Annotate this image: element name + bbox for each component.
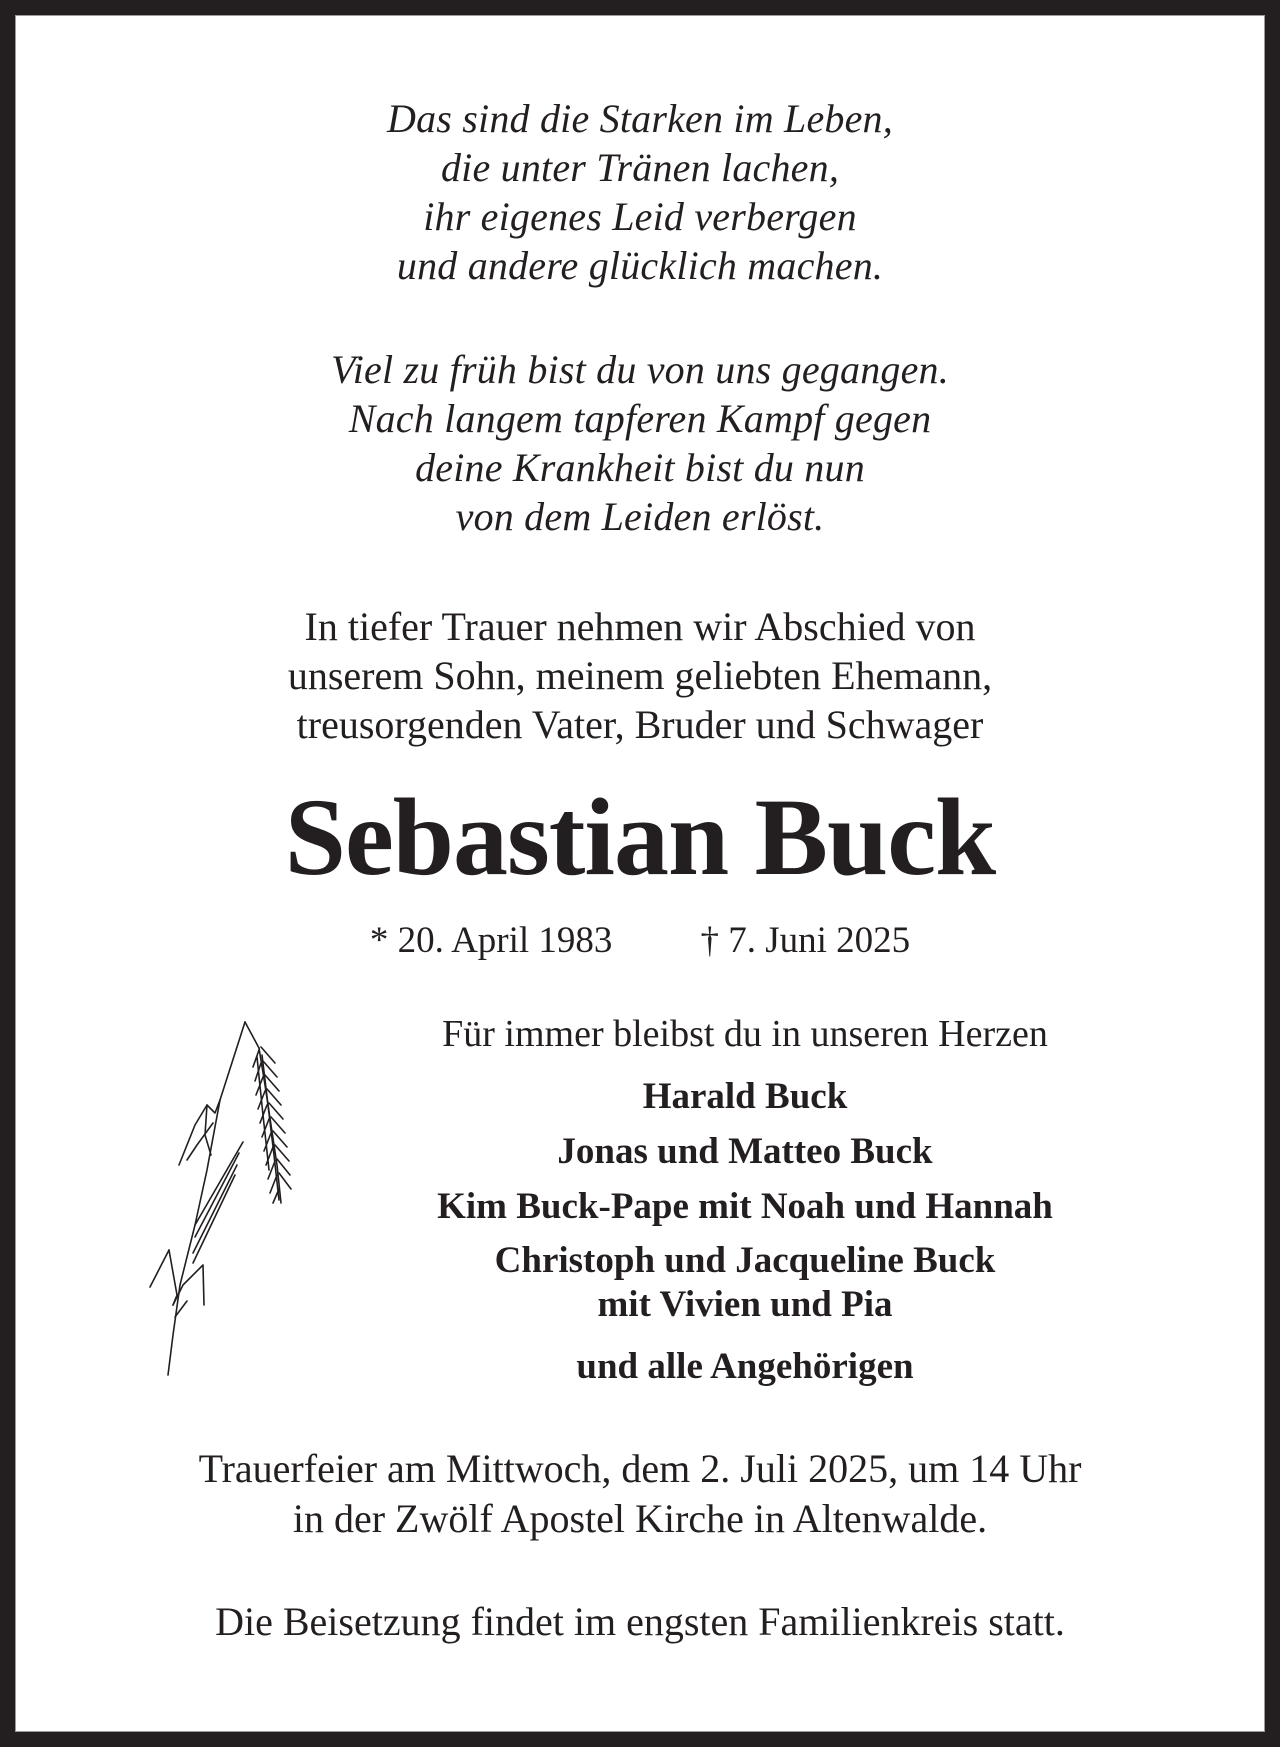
verse-two-line: deine Krankheit bist du nun: [415, 445, 865, 490]
family-member: Jonas und Matteo Buck: [557, 1131, 933, 1172]
verse-one-line: die unter Tränen lachen,: [440, 145, 840, 190]
grass-ear-icon: [135, 1005, 305, 1385]
service-info: [15, 1444, 1265, 1647]
birth-date: * 20. April 1983: [369, 920, 613, 961]
family-member: Christoph und Jacqueline Buck: [494, 1240, 996, 1281]
death-date: † 7. Juni 2025: [700, 920, 911, 961]
verse-two-line: von dem Leiden erlöst.: [455, 494, 825, 539]
family-member: mit Vivien und Pia: [597, 1284, 893, 1325]
family-block: [345, 1011, 1145, 1394]
family-lead: Für immer bleibst du in unseren Herzen: [442, 1013, 1048, 1055]
verse-two-line: Nach langem tapferen Kampf gegen: [348, 396, 932, 441]
farewell-intro: [15, 602, 1265, 749]
deceased-name: Sebastian Buck: [284, 776, 996, 898]
intro-line: In tiefer Trauer nehmen wir Abschied von: [304, 604, 976, 649]
intro-line: treusorgenden Vater, Bruder und Schwager: [296, 702, 984, 747]
verse-one-line: Das sind die Starken im Leben,: [387, 96, 893, 141]
section-spacer: [15, 1544, 1265, 1597]
verse-two: [15, 345, 1265, 541]
verse-one: [15, 94, 1265, 290]
verse-two-line: Viel zu früh bist du von uns gegangen.: [331, 347, 949, 392]
burial-note: Die Beisetzung findet im engsten Familienkreis statt.: [215, 1599, 1065, 1644]
verse-one-line: und andere glücklich machen.: [396, 243, 884, 288]
family-member: Harald Buck: [642, 1076, 848, 1117]
service-line: in der Zwölf Apostel Kirche in Altenwalde.: [292, 1496, 988, 1541]
life-dates: [15, 919, 1265, 963]
family-member: Kim Buck-Pape mit Noah und Hannah: [437, 1186, 1053, 1227]
service-line: Trauerfeier am Mittwoch, dem 2. Juli 2025, um 14 Uhr: [198, 1446, 1082, 1491]
verse-one-line: ihr eigenes Leid verbergen: [423, 194, 857, 239]
intro-line: unserem Sohn, meinem geliebten Ehemann,: [287, 653, 993, 698]
obituary-card: [15, 15, 1265, 1732]
family-member: und alle Angehörigen: [576, 1346, 914, 1387]
